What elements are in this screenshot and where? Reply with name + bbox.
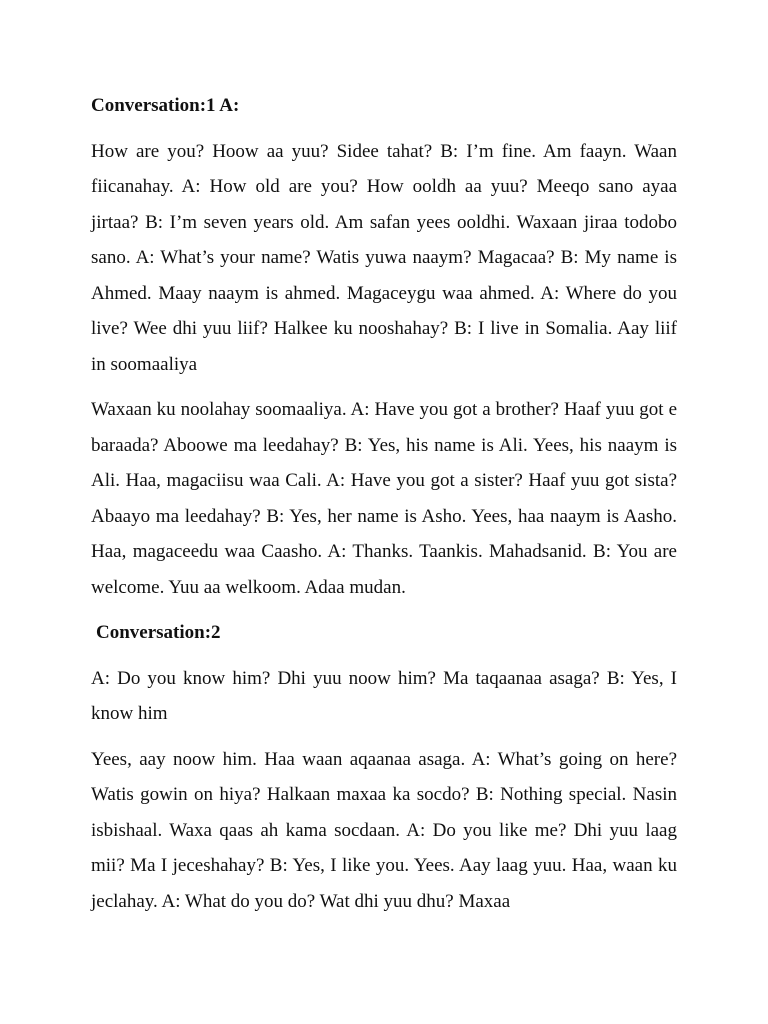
conversation-2-paragraph-2: Yees, aay noow him. Haa waan aqaanaa asaga. A: What’s going on here? Watis gowin on hiya? Halkaan maxaa ka socdo? B: Nothing special. Nasin isbishaal. Waxa qaas ah kama socdaan. A: Do you like me? Dhi yuu laag mii? Ma I jeceshahay? B: Yes, I like you. Yees. Aay laag yuu. Haa, waan ku jeclahay. A: What do you do? Wat dhi yuu dhu? Maxaa [91,748,677,912]
conversation-1-paragraph-1: How are you? Hoow aa yuu? Sidee tahat? B: I’m fine. Am faayn. Waan fiicanahay. A: How old are you? How ooldh aa yuu? Meeqo sano ayaa jirtaa? B: I’m seven years old. Am safan yees ooldhi. Waxaan jiraa todobo sano. A: What’s your name? Watis yuwa naaym? Magacaa? B: My name is Ahmed. Maay naaym is ahmed. Magaceygu waa ahmed. A: Where do you live? Wee dhi yuu liif? Halkee ku nooshahay? B: I live in Somalia. Aay liif in soomaaliya [91,140,677,375]
conversation-1-paragraph-2: Waxaan ku noolahay soomaaliya. A: Have you got a brother? Haaf yuu got e baraada? Aboowe ma leedahay? B: Yes, his name is Ali. Yees, his naaym is Ali. Haa, magaciisu waa Cali. A: Have you got a sister? Haaf yuu got sista? Abaayo ma leedahay? B: Yes, her name is Asho. Yees, haa naaym is Aasho. Haa, magaceedu waa Caasho. A: Thanks. Taankis. Mahadsanid. B: You are welcome. Yuu aa welkoom. Adaa mudan. [91,399,677,598]
conversation-2-heading: Conversation:2 [96,622,221,643]
conversation-1-heading: Conversation:1 A: [91,95,240,116]
conversation-2-paragraph-1: A: Do you know him? Dhi yuu noow him? Ma taqaanaa asaga? B: Yes, I know him [91,667,677,724]
document-page [91,88,677,929]
